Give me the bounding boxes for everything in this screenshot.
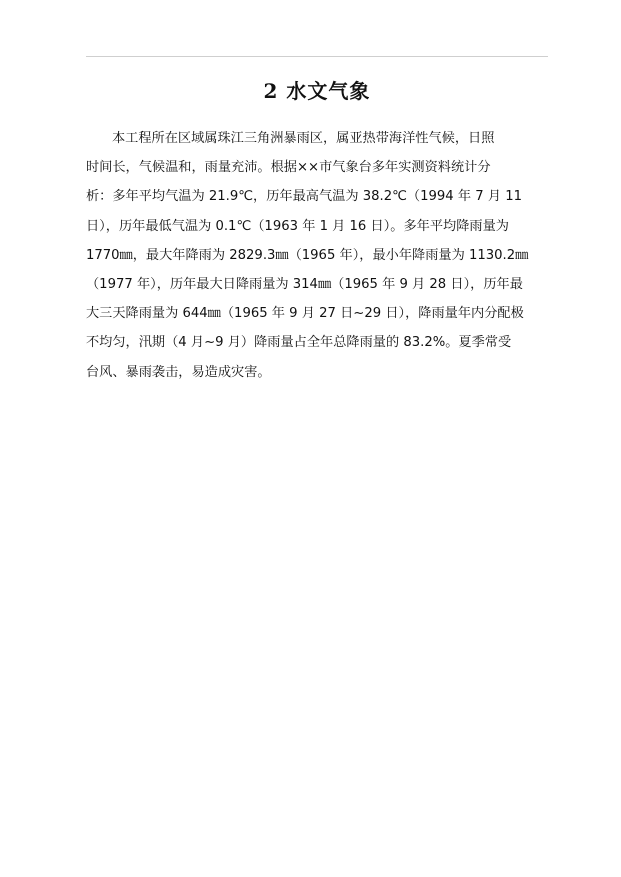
- paragraph-line: 析：多年平均气温为 21.9℃，历年最高气温为 38.2℃（1994 年 7 月 11: [86, 189, 522, 205]
- section-title: 2 水文气象: [263, 79, 371, 103]
- paragraph-line: 1770㎜，最大年降雨为 2829.3㎜（1965 年），最小年降雨量为 1130.2㎜: [86, 247, 529, 263]
- paragraph-line: 日），历年最低气温为 0.1℃（1963 年 1 月 16 日）。多年平均降雨量为: [86, 218, 509, 234]
- paragraph: [86, 124, 548, 387]
- paragraph-line: 不均匀，汛期（4 月~9 月）降雨量占全年总降雨量的 83.2%。夏季常受: [86, 335, 512, 351]
- paragraph-line: 时间长，气候温和，雨量充沛。根据××市气象台多年实测资料统计分: [86, 160, 491, 176]
- paragraph-line: 台风、暴雨袭击，易造成灾害。: [86, 364, 271, 380]
- paragraph-line: 本工程所在区域属珠江三角洲暴雨区，属亚热带海洋性气候，日照: [112, 131, 495, 146]
- paragraph-line: 大三天降雨量为 644㎜（1965 年 9 月 27 日~29 日），降雨量年内分配极: [86, 306, 524, 322]
- paragraph-line: （1977 年），历年最大日降雨量为 314㎜（1965 年 9 月 28 日），历年最: [86, 276, 523, 292]
- header-rule: [86, 56, 548, 57]
